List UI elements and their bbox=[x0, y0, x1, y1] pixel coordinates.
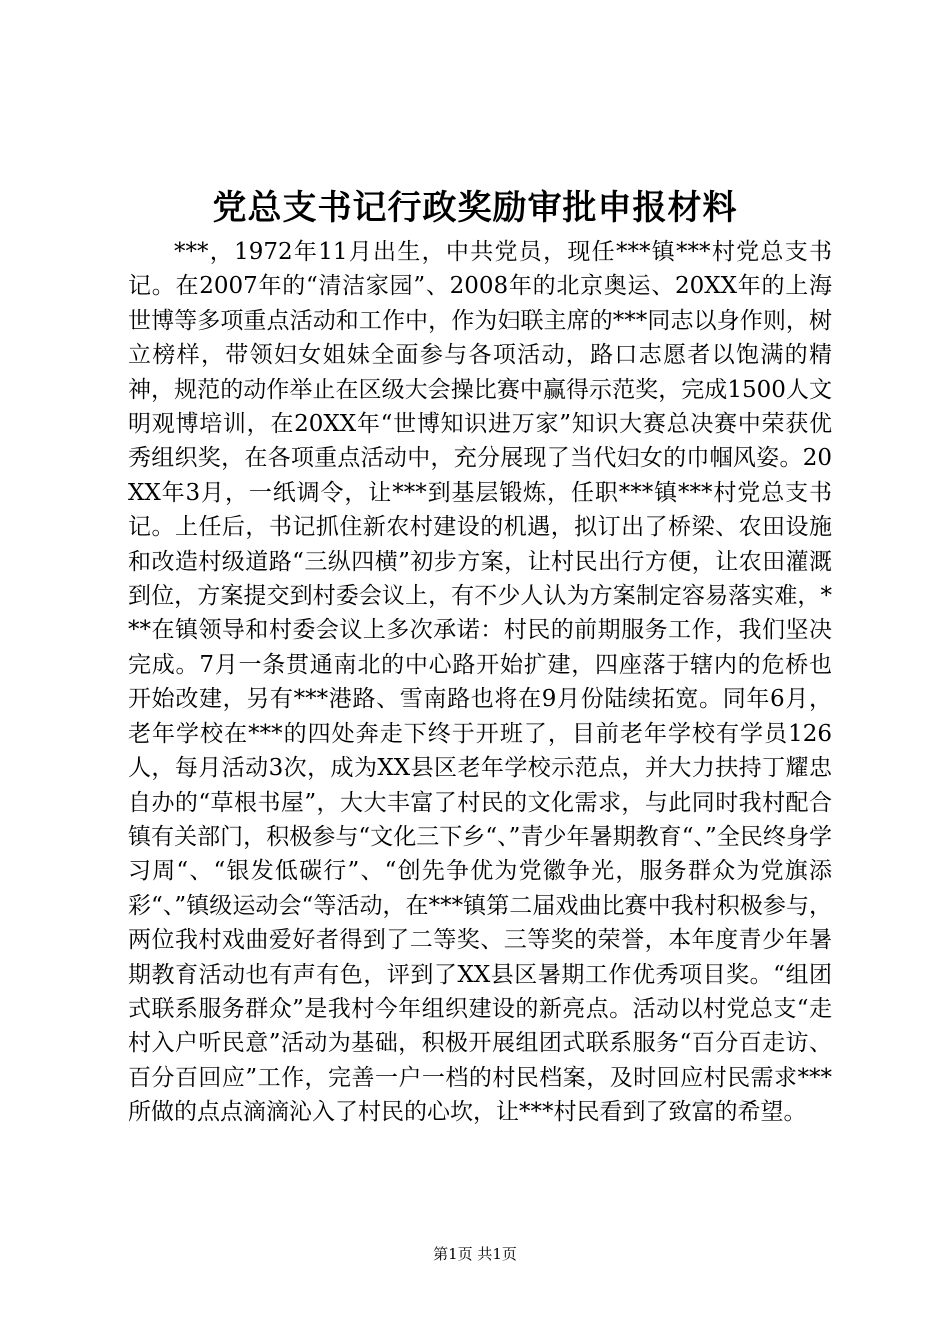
document-title: 党总支书记行政奖励审批申报材料 bbox=[212, 188, 738, 228]
page-footer: 第1页 共1页 bbox=[433, 1245, 517, 1263]
document-body: ***，1972年11月出生，中共党员，现任***镇***村党总支书记。在2007年的“清洁家园”、2008年的北京奥运、20XX年的上海世博等多项重点活动和工作中，作为妇联主席的***同志以身作则，树立榜样，带领妇女姐妹全面参与各项活动，路口志愿者以饱满的精神，规范的动作举止在区级大会操比赛中赢得示范奖，完成1500人文明观博培训，在20XX年“世博知识进万家”知识大赛总决赛中荣获优秀组织奖，在各项重点活动中，充分展现了当代妇女的巾帼风姿。20XX年3月，一纸调令，让***到基层锻炼，任职***镇***村党总支书记。上任后，书记抓住新农村建设的机遇，拟订出了桥梁、农田设施和改造村级道路“三纵四横”初步方案，让村民出行方便，让农田灌溉到位，方案提交到村委会议上，有不少人认为方案制定容易落实难，***在镇领导和村委会议上多次承诺：村民的前期服务工作，我们坚决完成。7月一条贯通南北的中心路开始扩建，四座落于辖内的危桥也开始改建，另有***港路、雪南路也将在9月份陆续拓宽。同年6月，老年学校在***的四处奔走下终于开班了，目前老年学校有学员126人，每月活动3次，成为XX县区老年学校示范点，并大力扶持丁耀忠自办的“草根书屋”，大大丰富了村民的文化需求，与此同时我村配合镇有关部门，积极参与“文化三下乡“、”青少年暑期教育“、”全民终身学习周“、“银发低碳行”、“创先争优为党徽争光，服务群众为党旗添彩“、”镇级运动会“等活动，在***镇第二届戏曲比赛中我村积极参与，两位我村戏曲爱好者得到了二等奖、三等奖的荣誉，本年度青少年暑期教育活动也有声有色，评到了XX县区暑期工作优秀项目奖。“组团式联系服务群众”是我村今年组织建设的新亮点。活动以村党总支“走村入户听民意”活动为基础，积极开展组团式联系服务“百分百走访、百分百回应”工作，完善一户一档的村民档案，及时回应村民需求***所做的点点滴滴沁入了村民的心坎，让***村民看到了致富的希望。 bbox=[128, 239, 832, 1126]
